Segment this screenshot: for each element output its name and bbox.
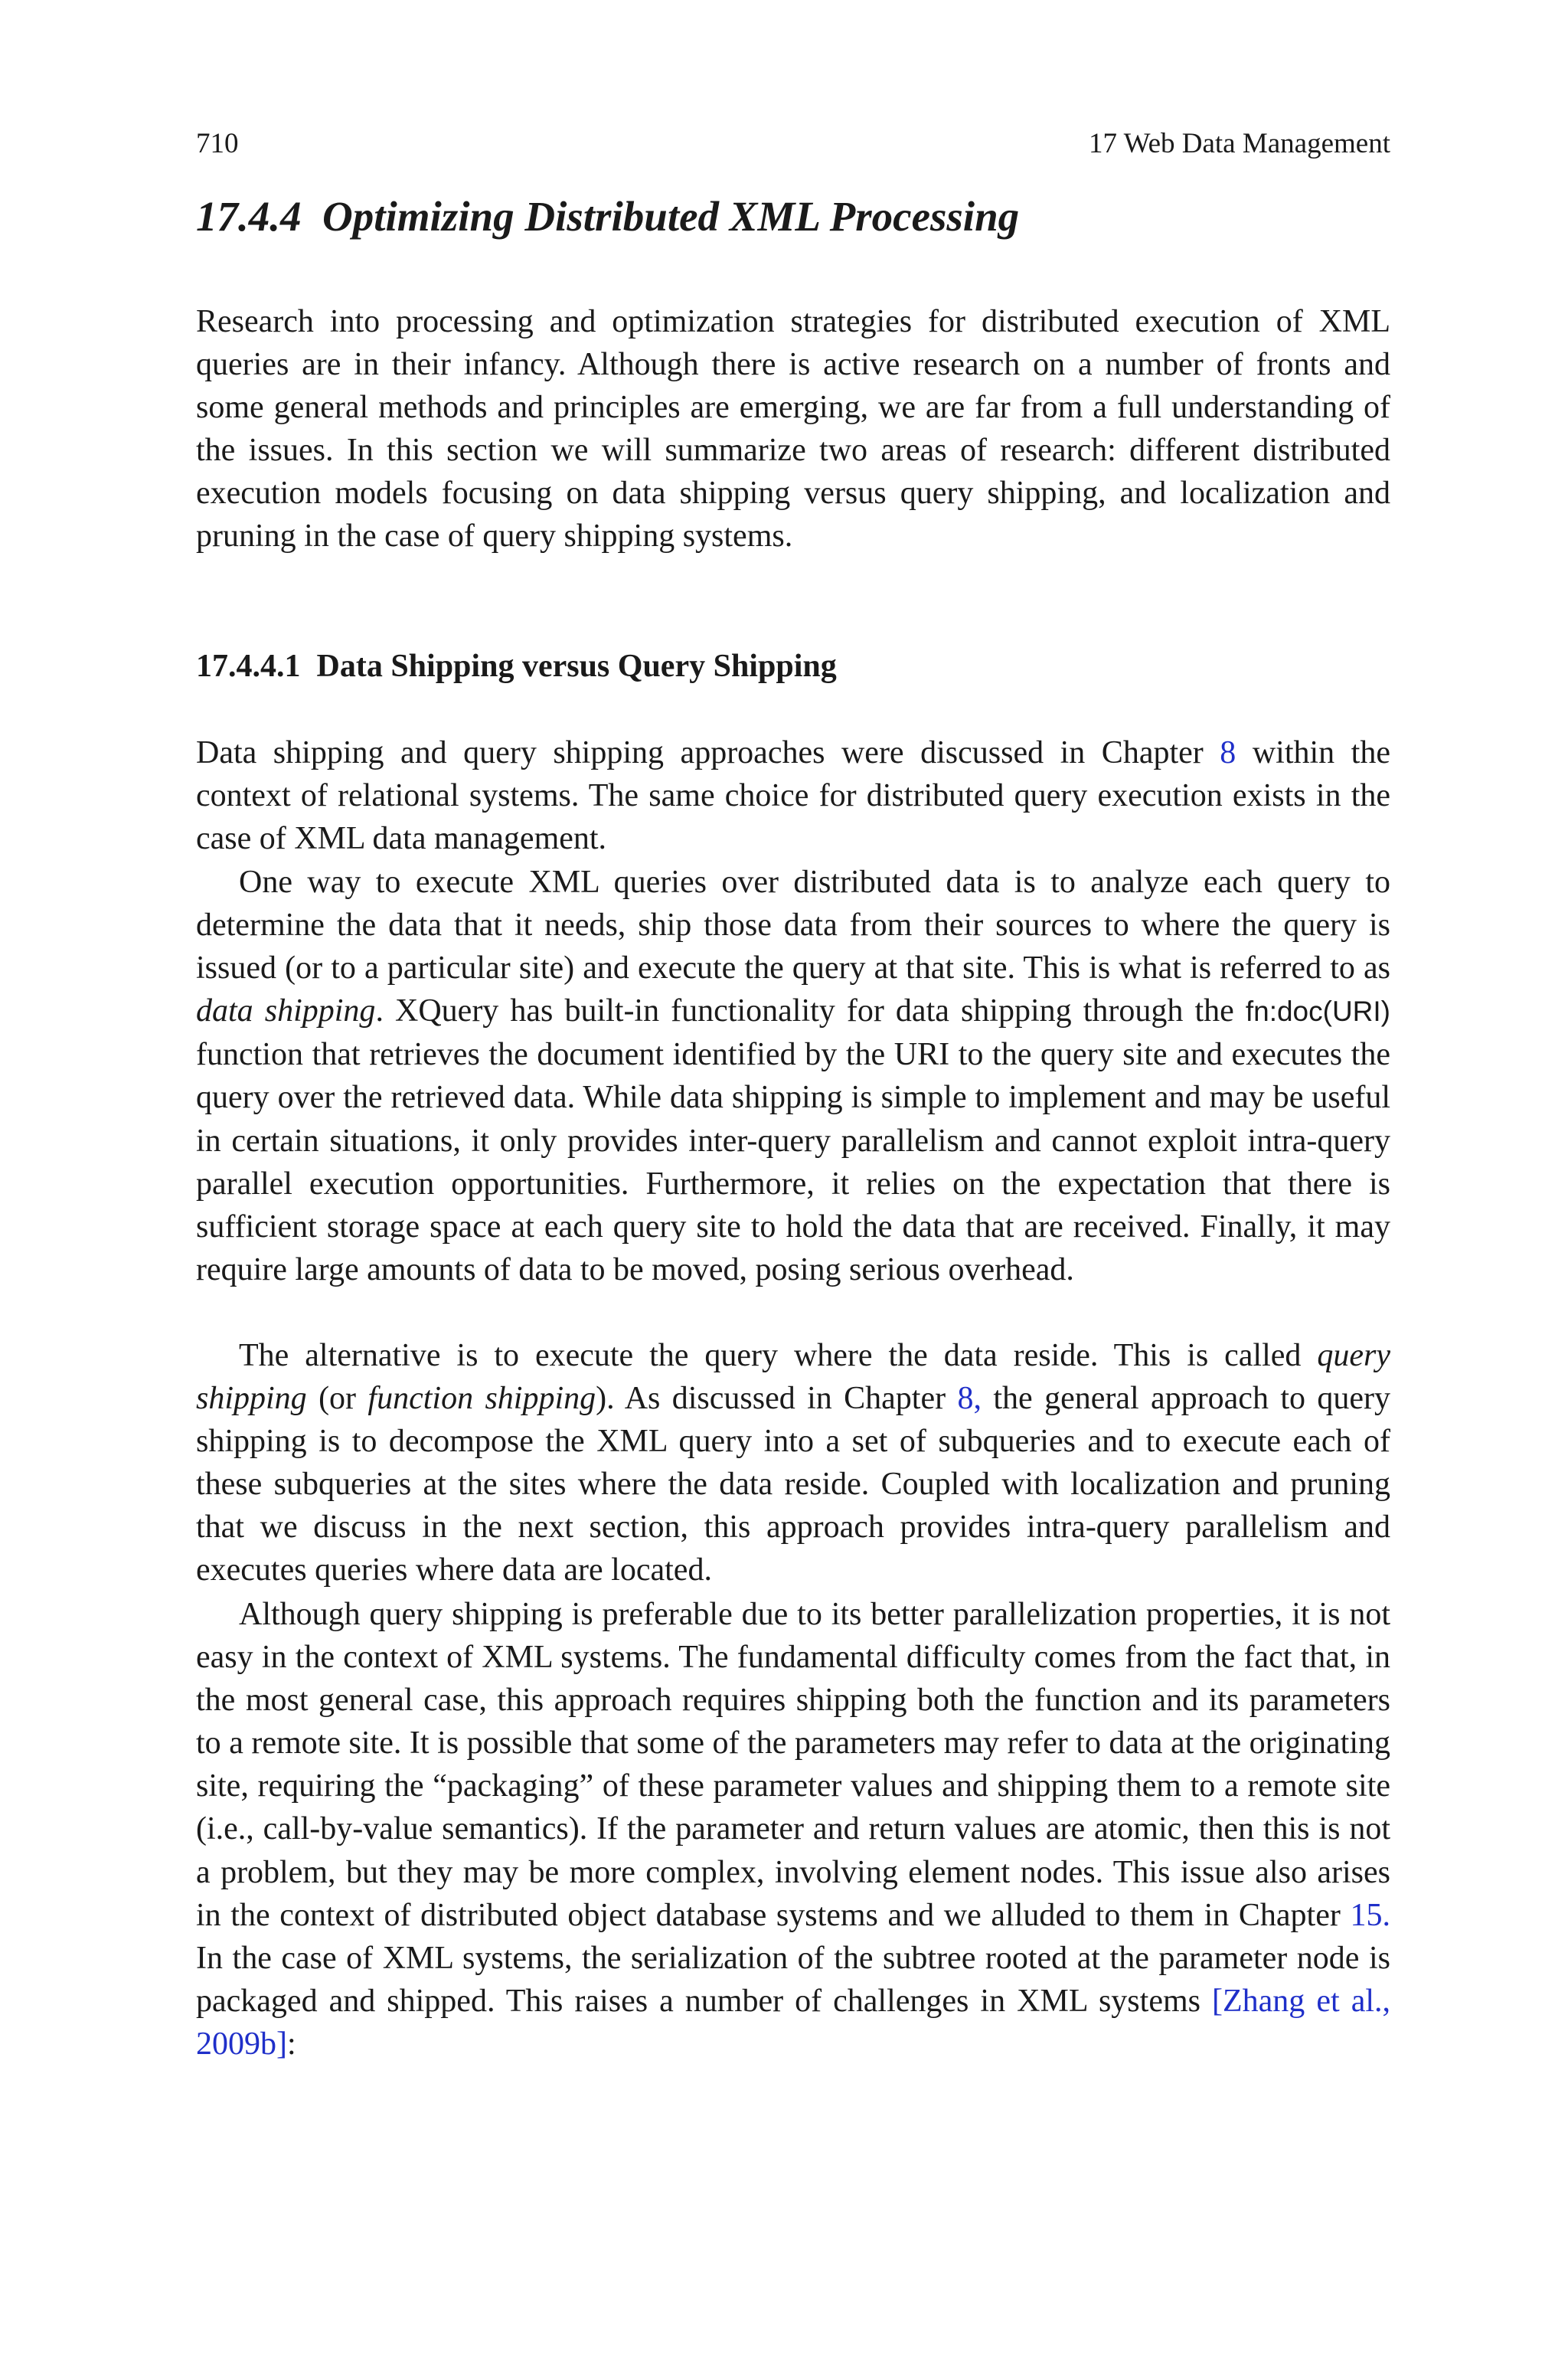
subsection-number: 17.4.4.1	[196, 649, 301, 684]
subsection-heading	[196, 645, 837, 688]
citation-zhang-2009b[interactable]: [Zhang et al., 2009b]	[196, 1983, 1391, 2062]
intro-paragraph: Research into processing and optimization strategies for distributed execution of XML queries are in their infancy. Although there is active research on a number of fronts and some general methods and principles are emerging, we are far from a full understanding of the issues. In this section we will summarize two areas of research: different distributed execution models focusing on data shipping versus query shipping, and localization and pruning in the case of query shipping systems.	[196, 304, 1390, 554]
text-run: the general approach to query shipping is to decompose the XML query into a set of subqueries and to execute each of these subqueries at the sites where the data reside. Coupled with localization and pruning that we discuss in the next section, this approach provides intra-query parallelism and executes queries where data are located.	[196, 1381, 1390, 1588]
code-fn-doc: fn:doc(URI)	[1245, 996, 1390, 1028]
text-run: In the case of XML systems, the serialization of the subtree rooted at the parameter node is packaged and shipped. This raises a number of challenges in XML systems	[196, 1940, 1390, 2019]
chapter-8-link[interactable]: 8,	[957, 1381, 982, 1417]
text-run: :	[287, 2026, 296, 2062]
term-data-shipping: data shipping	[196, 993, 376, 1029]
paragraph-data-shipping	[196, 861, 1390, 1291]
text-run: Data shipping and query shipping approaches were discussed in Chapter	[196, 735, 1220, 770]
section-heading	[196, 190, 1019, 244]
paragraph-approaches	[196, 731, 1390, 860]
term-query-shipping: query shipping	[196, 1338, 1390, 1417]
subsection-title: Data Shipping versus Query Shipping	[316, 649, 837, 684]
section-number: 17.4.4	[196, 193, 302, 240]
text-run: ). As discussed in Chapter	[596, 1381, 958, 1417]
text-run: (or	[306, 1381, 368, 1417]
running-header	[196, 126, 1390, 162]
chapter-running-title: 17 Web Data Management	[1089, 128, 1390, 159]
term-function-shipping: function shipping	[368, 1381, 596, 1417]
paragraph-query-shipping	[196, 1334, 1390, 1592]
text-run: Although query shipping is preferable due to its better parallelization properties, it is not easy in the context of XML systems. The fundamental difficulty comes from the fact that, in the most general case, this approach requires shipping both the function and its parameters to a remote site. It is possible that some of the parameters may refer to data at the originating site, requiring the “packaging” of these parameter values and shipping them to a remote site (i.e., call-by-value semantics). If the parameter and return values are atomic, then this is not a problem, but they may be more complex, involving element nodes. This issue also arises in the context of distributed object database systems and we alluded to them in Chapter	[196, 1597, 1390, 1933]
text-run: within the context of relational systems. The same choice for distributed query execution exists in the case of XML data management.	[196, 735, 1390, 857]
text-run: The alternative is to execute the query where the data reside. This is called	[239, 1338, 1318, 1373]
text-run: One way to execute XML queries over distributed data is to analyze each query to determine the data that it needs, ship those data from their sources to where the query is issued (or to a particular site) and execute the query at that site. This is what is referred to as	[196, 865, 1390, 986]
section-title: Optimizing Distributed XML Processing	[322, 193, 1020, 240]
chapter-15-link[interactable]: 15.	[1350, 1897, 1390, 1933]
text-run: function that retrieves the document identified by the URI to the query site and executes the query over the retrieved data. While data shipping is simple to implement and may be useful in certain situations, it only provides inter-query parallelism and cannot exploit intra-query parallel execution opportunities. Furthermore, it relies on the expectation that there is sufficient storage space at each query site to hold the data that are received. Finally, it may require large amounts of data to be moved, posing serious overhead.	[196, 1037, 1390, 1287]
text-run: . XQuery has built-in functionality for data shipping through the	[375, 993, 1246, 1029]
paragraph-query-shipping-challenges	[196, 1593, 1390, 2066]
chapter-8-link[interactable]: 8	[1220, 735, 1236, 770]
page-number: 710	[196, 128, 239, 159]
